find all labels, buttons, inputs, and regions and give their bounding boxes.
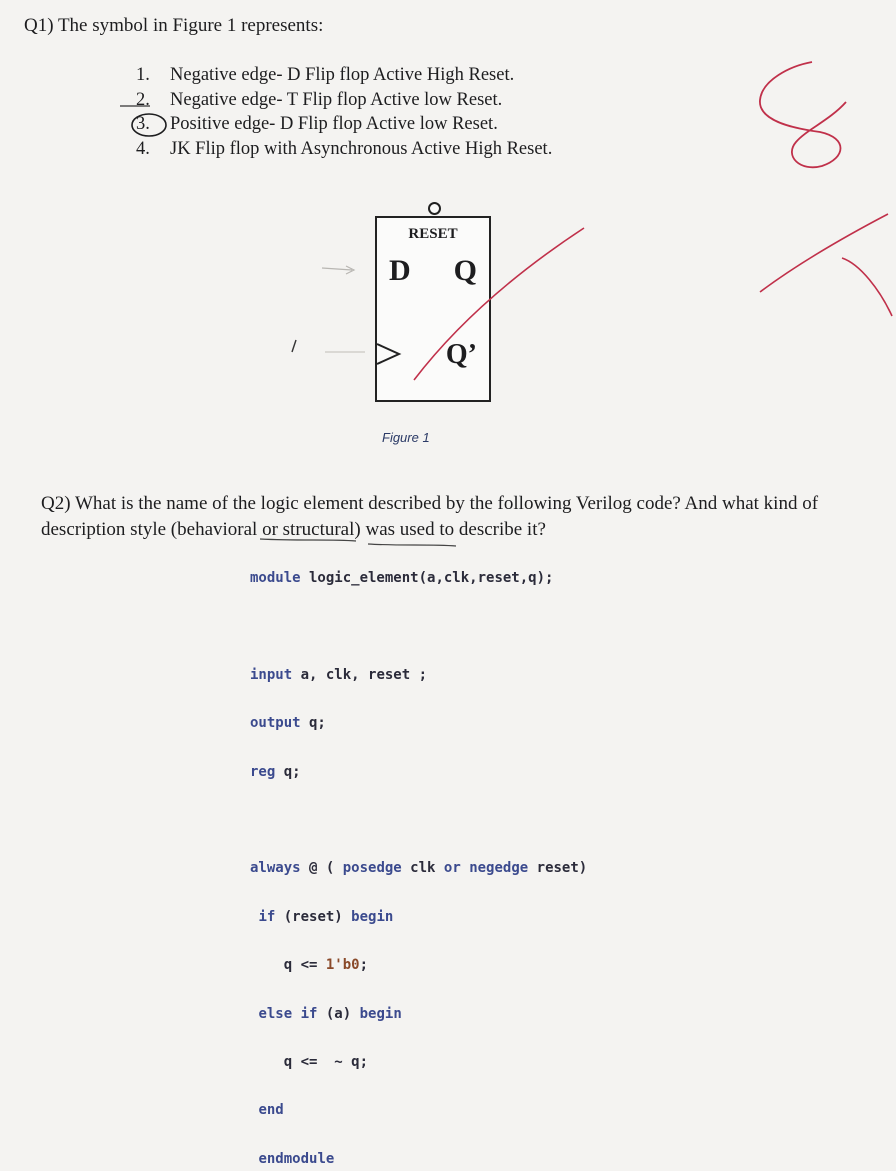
reset-bubble-icon	[428, 202, 441, 215]
option-3	[136, 112, 552, 137]
d-input-label: D	[389, 254, 411, 287]
code-keyword: else if	[258, 1005, 318, 1022]
option-text: Positive edge- D Flip flop Active low Reset.	[170, 114, 498, 134]
code-line	[250, 663, 587, 687]
option-number: 3.	[136, 114, 150, 134]
code-line	[250, 1147, 587, 1171]
reset-label: RESET	[408, 226, 458, 242]
code-keyword: begin	[351, 908, 394, 925]
code-text	[461, 860, 469, 876]
qbar-output-label: Q’	[445, 339, 477, 370]
code-line	[250, 1002, 587, 1026]
code-keyword: begin	[359, 1005, 402, 1022]
code-line	[250, 856, 587, 880]
code-keyword: input	[250, 666, 293, 683]
code-text: q;	[275, 763, 301, 780]
code-line	[250, 760, 587, 784]
code-text: clk	[401, 860, 444, 877]
option-2	[136, 88, 552, 113]
option-number: 2.	[136, 89, 150, 110]
code-text: q <= ~ q;	[283, 1054, 369, 1071]
code-line	[250, 1098, 587, 1122]
code-text: (a)	[317, 1005, 360, 1022]
code-text: reset)	[528, 860, 588, 877]
code-keyword: or	[443, 860, 461, 877]
code-line	[250, 711, 587, 735]
option-text: Negative edge- T Flip flop Active low Reset.	[170, 89, 503, 110]
option-number: 4.	[136, 138, 150, 159]
code-line	[250, 905, 587, 929]
code-text: logic_element(a,clk,reset,q);	[300, 570, 554, 586]
code-text: q <=	[283, 957, 326, 974]
underline-mark-icon	[368, 544, 456, 546]
option-text: JK Flip flop with Asynchronous Active High Reset.	[170, 138, 553, 159]
code-keyword: endmodule	[258, 1150, 335, 1167]
code-text: (reset)	[275, 908, 352, 925]
figure-caption: Figure 1	[382, 430, 430, 445]
question-1-title: Q1) The symbol in Figure 1 represents:	[24, 15, 324, 36]
option-4	[136, 137, 552, 162]
pencil-mark-icon	[292, 340, 296, 352]
code-text: q;	[300, 715, 326, 732]
code-text: @ (	[300, 860, 343, 877]
option-text: Negative edge- D Flip flop Active High Reset.	[170, 65, 515, 85]
pencil-arrow-icon	[346, 266, 354, 274]
code-keyword: reg	[250, 763, 276, 780]
question-1-options	[136, 63, 552, 161]
question-2-title: Q2) What is the name of the logic element described by the following Verilog code? And what kind of description style (behavioral or structural) was used to describe it?	[41, 493, 819, 540]
code-keyword: module	[250, 570, 301, 586]
red-check-mark-icon	[760, 214, 888, 292]
code-number: 1'b0	[325, 957, 360, 974]
code-text: a, clk, reset ;	[292, 666, 428, 683]
code-keyword: output	[250, 715, 301, 732]
code-keyword: if	[258, 908, 276, 925]
code-line	[250, 808, 587, 832]
code-text: ;	[359, 957, 369, 974]
pencil-arrow-icon	[322, 268, 352, 270]
code-line	[250, 953, 587, 977]
handwritten-score-icon	[760, 62, 846, 167]
flip-flop-symbol	[375, 216, 491, 402]
code-keyword: posedge	[342, 860, 402, 877]
verilog-code-block	[250, 566, 587, 1171]
code-line	[250, 566, 587, 590]
code-keyword: always	[250, 860, 301, 877]
code-keyword: negedge	[469, 860, 529, 877]
red-check-mark-icon	[842, 258, 892, 316]
clock-triangle-icon	[375, 216, 491, 402]
q-output-label: Q	[453, 254, 477, 287]
code-line	[250, 1050, 587, 1074]
option-1	[136, 63, 552, 88]
code-line	[250, 614, 587, 638]
option-number: 1.	[136, 65, 150, 85]
code-keyword: end	[258, 1102, 284, 1119]
